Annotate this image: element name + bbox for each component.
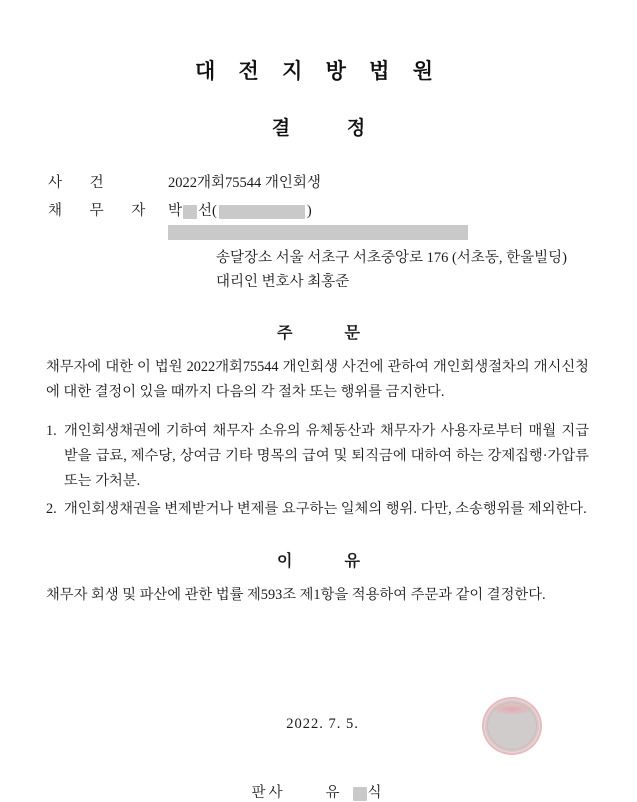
order-paragraph: 채무자에 대한 이 법원 2022개회75544 개인회생 사건에 관하여 개인회생절차의 개시신청에 대한 결정이 있을 때까지 다음의 각 절차 또는 행위를 금지한다.: [46, 359, 589, 400]
judge-name: [325, 781, 393, 802]
field-case-number-label: 사 건: [48, 175, 116, 191]
section-heading-reason: 이 유: [277, 553, 384, 570]
judge-name-suffix: 식: [367, 785, 394, 801]
debtor-given-name: 선: [198, 203, 213, 219]
field-case-number-value: 2022개회75544 개인회생: [168, 175, 321, 191]
debtor-paren-close: ): [306, 203, 312, 219]
case-fields: [0, 170, 637, 294]
field-debtor: [48, 198, 589, 244]
reason-paragraph: 채무자 회생 및 파산에 관한 법률 제593조 제1항을 적용하여 주문과 같이 결정한다.: [46, 587, 546, 603]
debtor-paren-open: (: [212, 203, 217, 219]
debtor-service-address: 송달장소 서울 서초구 서초중앙로 176 (서초동, 한울빌딩): [216, 250, 567, 266]
redaction-block-icon: [183, 205, 197, 219]
list-item: 개인회생채권을 변제받거나 변제를 요구하는 일체의 행위. 다만, 소송행위를 제외한다.: [64, 501, 587, 517]
section-body-reason: [0, 583, 637, 608]
court-seal-icon: [482, 697, 542, 755]
judge-signature-line: [0, 781, 637, 802]
section-body-order: [0, 355, 637, 522]
redaction-block-icon: [219, 205, 305, 219]
field-case-number: [48, 170, 589, 196]
redaction-block-icon: [168, 225, 468, 240]
field-debtor-value: [168, 198, 589, 244]
order-item-list: [46, 419, 589, 522]
debtor-attorney: 대리인 변호사 최홍준: [216, 274, 350, 290]
debtor-surname: 박: [168, 203, 183, 219]
decision-date: 2022. 7. 5.: [286, 716, 359, 732]
redaction-block-icon: [353, 787, 367, 801]
field-debtor-label: 채 무 자: [48, 203, 158, 219]
judge-label: 판사: [251, 785, 286, 801]
document-type-title: 결 정: [271, 118, 392, 139]
court-title: 대 전 지 방 법 원: [195, 59, 442, 83]
judge-name-prefix: 유: [325, 785, 352, 801]
list-item: 개인회생채권에 기하여 채무자 소유의 유체동산과 채무자가 사용자로부터 매월 지급받을 급료, 제수당, 상여금 기타 명목의 급여 및 퇴직금에 대하여 하는 강제집행·가압류 또는 가처분.: [64, 423, 589, 489]
section-heading-order: 주 문: [277, 325, 384, 342]
